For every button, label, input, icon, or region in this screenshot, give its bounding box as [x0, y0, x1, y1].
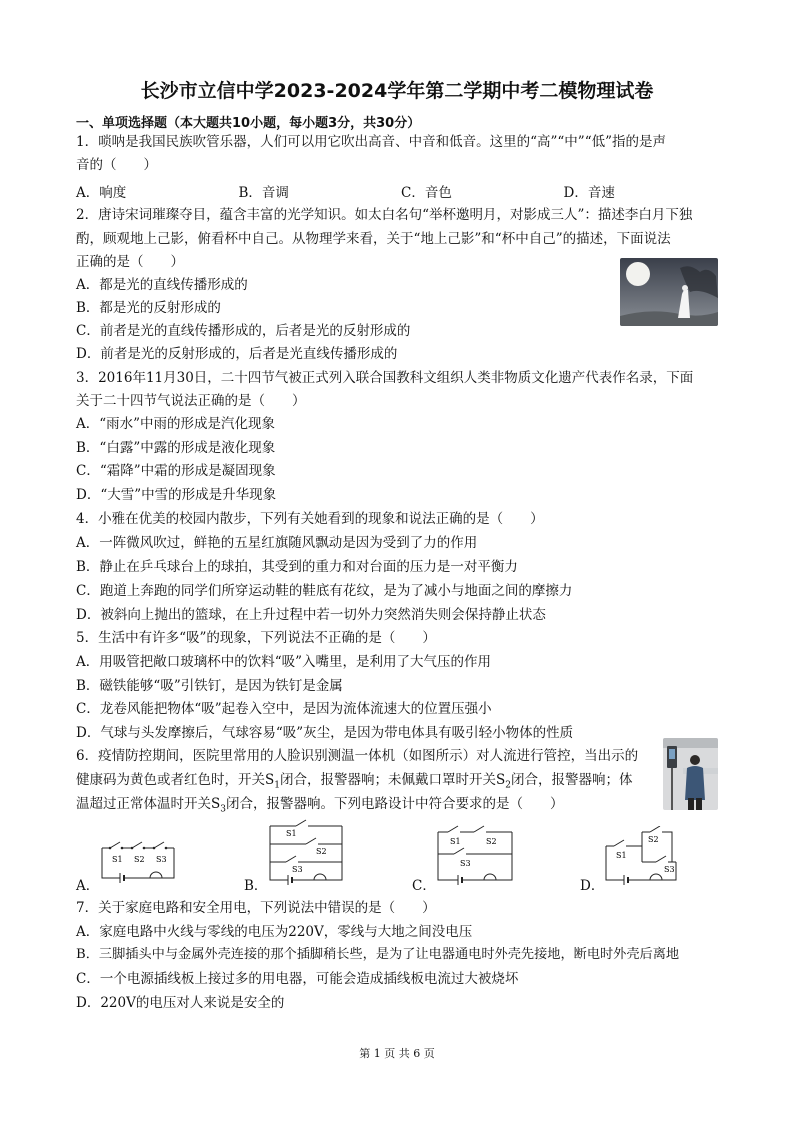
circuit-a-s3-label: S3	[156, 855, 167, 864]
q3-option-d: D．“大雪”中雪的形成是升华现象	[76, 487, 277, 503]
q4-option-a: A．一阵微风吹过，鲜艳的五星红旗随风飘动是因为受到了力的作用	[76, 535, 478, 551]
circuit-d-diagram	[602, 826, 682, 886]
circuit-d-s1-label: S1	[616, 851, 627, 860]
q1-option-b: B．音调	[238, 185, 289, 201]
page-title: 长沙市立信中学2023-2024学年第二学期中考二模物理试卷	[140, 80, 654, 102]
q1-option-d: D．音速	[563, 185, 615, 201]
q4-option-c: C．跑道上奔跑的同学们所穿运动鞋的鞋底有花纹，是为了减小与地面之间的摩擦力	[76, 583, 573, 599]
q1-options	[76, 181, 726, 201]
circuit-b-s2-label: S2	[316, 847, 327, 856]
circuit-a-s1-label: S1	[112, 855, 123, 864]
q7-option-c: C．一个电源插线板上接过多的用电器，可能会造成插线板电流过大被烧坏	[76, 971, 519, 987]
circuit-a-s2-label: S2	[134, 855, 145, 864]
page-footer: 第 1 页 共 6 页	[359, 1047, 435, 1060]
q7-option-d: D．220V的电压对人来说是安全的	[76, 995, 285, 1011]
circuit-c-s1-label: S1	[450, 837, 461, 846]
q2-stem-1: 2．唐诗宋词璀璨夺目，蕴含丰富的光学知识。如太白名句“举杯邀明月，对影成三人”：描述李白月下独	[76, 207, 693, 223]
circuit-b-s1-label: S1	[286, 829, 297, 838]
circuit-d-label: D．	[580, 878, 605, 894]
circuit-b-diagram	[266, 818, 346, 886]
circuit-c-s3-label: S3	[460, 859, 471, 868]
q5-option-b: B．磁铁能够“吸”引铁钉，是因为铁钉是金属	[76, 678, 343, 694]
q5-stem-1: 5．生活中有许多“吸”的现象，下列说法不正确的是（ ）	[76, 630, 436, 646]
q1-option-a: A．响度	[76, 185, 127, 201]
q5-option-d: D．气球与头发摩擦后，气球容易“吸”灰尘，是因为带电体具有吸引轻小物体的性质	[76, 725, 574, 741]
q1-stem-2: 音的（ ）	[76, 157, 157, 173]
moon-poet-image	[620, 258, 718, 326]
q2-option-c: C．前者是光的直线传播形成的，后者是光的反射形成的	[76, 323, 411, 339]
q1-option-c: C．音色	[401, 185, 452, 201]
q6-stem-2: 健康码为黄色或者红色时，开关$S_1$闭合，报警器响；未佩戴口罩时开关$S_2$闭合，报警器响；体	[76, 772, 633, 791]
q4-option-b: B．静止在乒乓球台上的球拍，其受到的重力和对台面的压力是一对平衡力	[76, 559, 518, 575]
q5-option-c: C．龙卷风能把物体“吸”起卷入空中，是因为流体流速大的位置压强小	[76, 701, 492, 717]
q6-stem-3: 温超过正常体温时开关$S_3$闭合，报警器响。下列电路设计中符合要求的是（ ）	[76, 796, 564, 815]
circuit-c-diagram	[434, 824, 516, 886]
circuit-c-s2-label: S2	[486, 837, 497, 846]
q2-option-d: D．前者是光的反射形成的，后者是光直线传播形成的	[76, 346, 398, 362]
circuit-b-label: B．	[244, 878, 268, 894]
q2-stem-2: 酌，顾观地上己影，俯看杯中自己。从物理学来看，关于“地上己影”和“杯中自己”的描述，下面说法	[76, 231, 671, 247]
circuit-d-s3-label: S3	[664, 865, 675, 874]
circuit-a-diagram	[98, 822, 178, 884]
q4-stem-1: 4．小雅在优美的校园内散步，下列有关她看到的现象和说法正确的是（ ）	[76, 511, 544, 527]
q4-option-d: D．被斜向上抛出的篮球，在上升过程中若一切外力突然消失则会保持静止状态	[76, 607, 546, 623]
q7-stem-1: 7．关于家庭电路和安全用电，下列说法中错误的是（ ）	[76, 900, 436, 916]
q3-stem-2: 关于二十四节气说法正确的是（ ）	[76, 393, 306, 409]
circuit-c-label: C．	[412, 878, 436, 894]
circuit-a-label: A．	[76, 878, 100, 894]
q2-option-a: A．都是光的直线传播形成的	[76, 277, 248, 293]
q7-option-b: B．三脚插头中与金属外壳连接的那个插脚稍长些，是为了让电器通电时外壳先接地，断电时外壳后离地	[76, 947, 680, 962]
face-recognition-machine-image	[663, 738, 718, 810]
section-heading: 一、单项选择题（本大题共10小题，每小题3分，共30分）	[76, 116, 421, 131]
q3-stem-1: 3．2016年11月30日，二十四节气被正式列入联合国教科文组织人类非物质文化遗产代表作名录，下面	[76, 370, 694, 386]
q1-stem-1: 1．唢呐是我国民族吹管乐器，人们可以用它吹出高音、中音和低音。这里的“高”“中”“低”指的是声	[76, 134, 666, 150]
q6-stem-1: 6．疫情防控期间，医院里常用的人脸识别测温一体机（如图所示）对人流进行管控，当出示的	[76, 748, 639, 764]
q2-option-b: B．都是光的反射形成的	[76, 300, 221, 316]
q3-option-b: B．“白露”中露的形成是液化现象	[76, 440, 276, 456]
q5-option-a: A．用吸管把敞口玻璃杯中的饮料“吸”入嘴里，是利用了大气压的作用	[76, 654, 492, 670]
circuit-d-s2-label: S2	[648, 835, 659, 844]
q7-option-a: A．家庭电路中火线与零线的电压为220V，零线与大地之间没电压	[76, 924, 473, 940]
circuit-b-s3-label: S3	[292, 865, 303, 874]
q2-stem-3: 正确的是（ ）	[76, 254, 184, 270]
q3-option-a: A．“雨水”中雨的形成是汽化现象	[76, 416, 276, 432]
q3-option-c: C．“霜降”中霜的形成是凝固现象	[76, 463, 276, 479]
